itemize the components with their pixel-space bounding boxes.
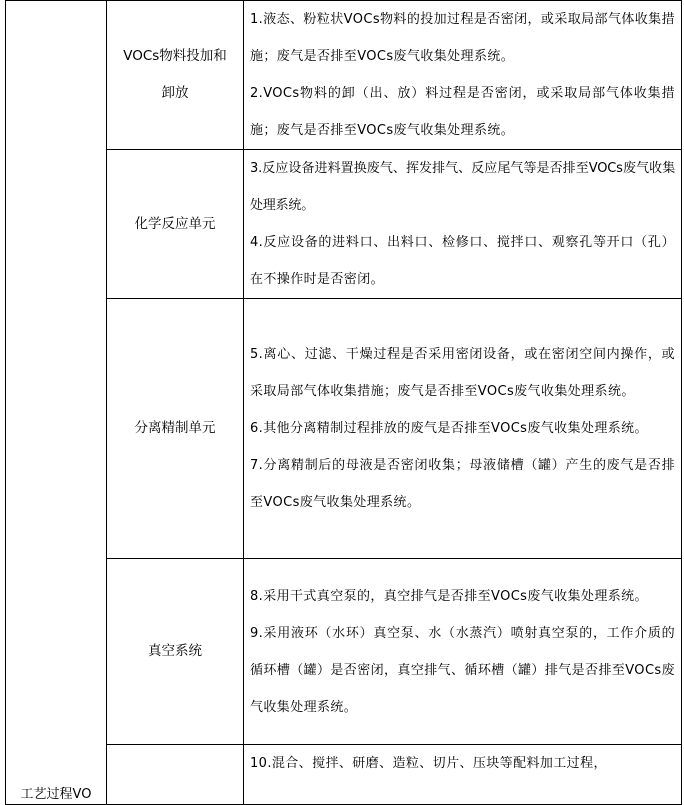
table-row: [6, 1, 682, 150]
checklist-item: 3.反应设备进料置换废气、挥发排气、反应尾气等是否排至VOCs废气收集处理系统。: [250, 161, 675, 213]
table-row: [6, 745, 682, 805]
subcategory-cell: [107, 559, 244, 745]
subcategory-label-line: 卸放: [161, 85, 189, 101]
subcategory-label-line: 分离精制单元: [134, 420, 216, 436]
items-cell: [244, 299, 682, 559]
checklist-item: 9.采用液环（水环）真空泵、水（水蒸汽）喷射真空泵的，工作介质的循环槽（罐）是否密闭，真空排气、循环槽（罐）排气是否排至VOCs废气收集处理系统。: [250, 625, 675, 715]
checklist-item: 10.混合、搅拌、研磨、造粒、切片、压块等配料加工过程，: [250, 756, 607, 771]
subcategory-cell: [107, 299, 244, 559]
checklist-item: 6.其他分离精制过程排放的废气是否排至VOCs废气收集处理系统。: [250, 421, 648, 436]
subcategory-label-line: 真空系统: [148, 643, 202, 659]
items-cell: [244, 559, 682, 745]
table-row: [6, 559, 682, 745]
subcategory-cell: [107, 745, 244, 805]
checklist-item: 1.液态、粉粒状VOCs物料的投加过程是否密闭，或采取局部气体收集措施；废气是否排至VOCs废气收集处理系统。: [250, 12, 675, 64]
table-row: [6, 299, 682, 559]
subcategory-label-line: 化学反应单元: [134, 215, 216, 232]
subcategory-cell: [107, 150, 244, 299]
checklist-item: 2.VOCs物料的卸（出、放）料过程是否密闭，或采取局部气体收集措施；废气是否排至VOCs废气收集处理系统。: [250, 86, 675, 138]
checklist-item: 7.分离精制后的母液是否密闭收集；母液储槽（罐）产生的废气是否排至VOCs废气收集处理系统。: [250, 458, 675, 510]
category-label: 工艺过程VO: [20, 787, 92, 802]
items-cell: [244, 150, 682, 299]
checklist-table: [5, 0, 682, 805]
checklist-item: 5.离心、过滤、干燥过程是否采用密闭设备，或在密闭空间内操作，或采取局部气体收集措施；废气是否排至VOCs废气收集处理系统。: [250, 347, 675, 399]
items-cell: [244, 745, 682, 805]
category-cell: [6, 1, 107, 805]
table-row: [6, 150, 682, 299]
checklist-item: 8.采用干式真空泵的，真空排气是否排至VOCs废气收集处理系统。: [250, 588, 648, 604]
subcategory-label-line: VOCs物料投加和: [123, 48, 227, 64]
subcategory-cell: [107, 1, 244, 150]
items-cell: [244, 1, 682, 150]
checklist-item: 4.反应设备的进料口、出料口、检修口、搅拌口、观察孔等开口（孔）在不操作时是否密闭。: [250, 235, 675, 287]
